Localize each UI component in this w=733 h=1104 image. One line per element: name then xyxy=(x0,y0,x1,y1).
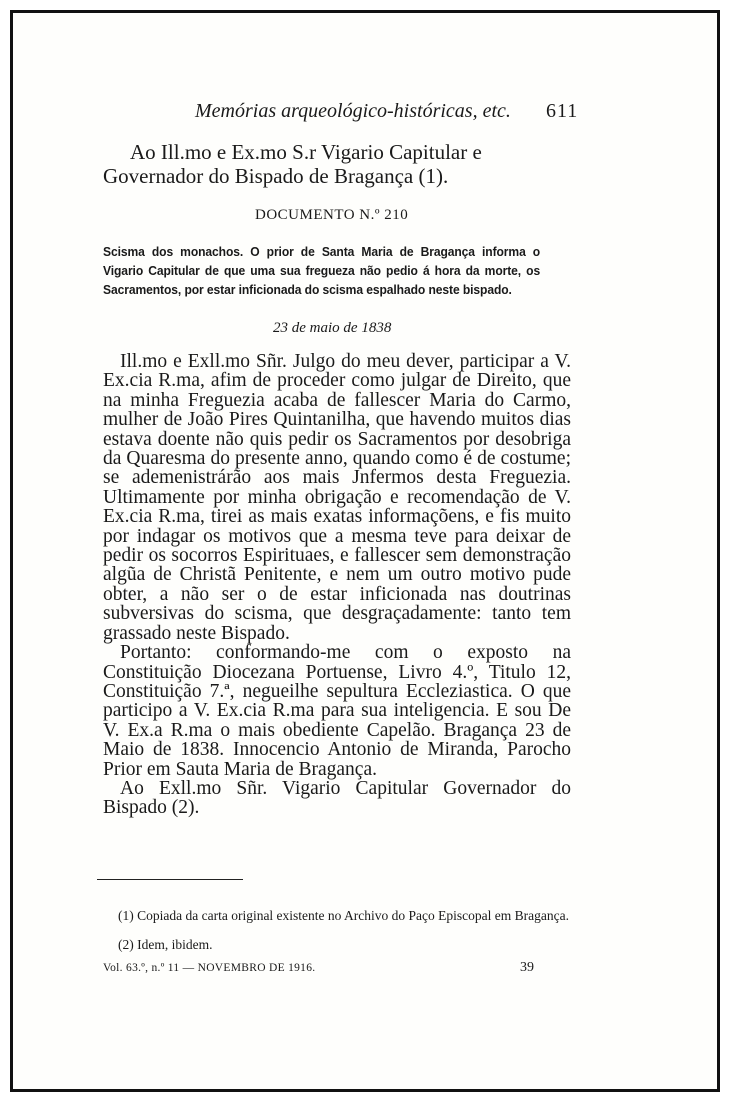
address-line: Ao Ill.mo e Ex.mo S.r Vigario Capitular e Governador do Bispado de Bragança (1). xyxy=(103,140,482,188)
body-paragraph: Portanto: conformando-me com o exposto na Constituição Diocezana Portuense, Livro 4.º, Titulo 12, Constituição 7.ª, negueilhe sepultura Eccleziastica. O que participo a V. Ex.cia R.ma para sua inteligencia. E sou De V. Ex.a R.ma o mais obediente Capelão. Bragança 23 de Maio de 1838. Innocencio Antonio de Miranda, Parocho Prior em Sauta Maria de Bragança. xyxy=(103,642,571,780)
letter-body xyxy=(103,352,571,818)
document-date: 23 de maio de 1838 xyxy=(273,320,392,336)
volume-line: Vol. 63.º, n.º 11 — NOVEMBRO DE 1916. xyxy=(103,962,316,974)
footnote-1: (1) Copiada da carta original existente no Archivo do Paço Episcopal em Bragança. xyxy=(118,908,569,923)
body-paragraph: Ao Exll.mo Sñr. Vigario Capitular Governador do Bispado (2). xyxy=(103,777,571,819)
body-paragraph: Ill.mo e Exll.mo Sñr. Julgo do meu dever, participar a V. Ex.cia R.ma, afim de proceder como julgar de Direito, que na minha Freguezia acaba de fallescer Maria do Carmo, mulher de João Pires Quintanilha, que havendo muitos dias estava doente não quis pedir os Sacramentos por desobriga da Quaresma do presente anno, quando como é de costume; se ademenistrárão aos mais Jnfermos desta Freguezia. Ultimamente por minha obrigação e recomendação de V. Ex.cia R.ma, tirei as mais exatas informaçõens, e fis muito por indagar os motivos que a mesma teve para deixar de pedir os socorros Espirituaes, e fallescer sem demonstração algũa de Christã Penitente, e nem um outro motivo pude obter, a não ser o de estar inficionada nas doutrinas subversivas do scisma, que desgraçadamente: tanto tem grassado neste Bispado. xyxy=(103,351,571,644)
document-summary: Scisma dos monachos. O prior de Santa Maria de Bragança informa o Vigario Capitular de que uma sua fregueza não pedio á hora da morte, os Sacramentos, por estar inficionada do scisma espalhado neste bispado. xyxy=(103,244,541,297)
running-title: Memórias arqueológico-históricas, etc. xyxy=(195,100,511,122)
footnote-2: (2) Idem, ibidem. xyxy=(118,937,213,952)
footnote-divider xyxy=(97,879,243,880)
page-number: 611 xyxy=(546,100,579,122)
signature-mark: 39 xyxy=(520,960,534,975)
document-title: DOCUMENTO N.º 210 xyxy=(255,207,409,223)
